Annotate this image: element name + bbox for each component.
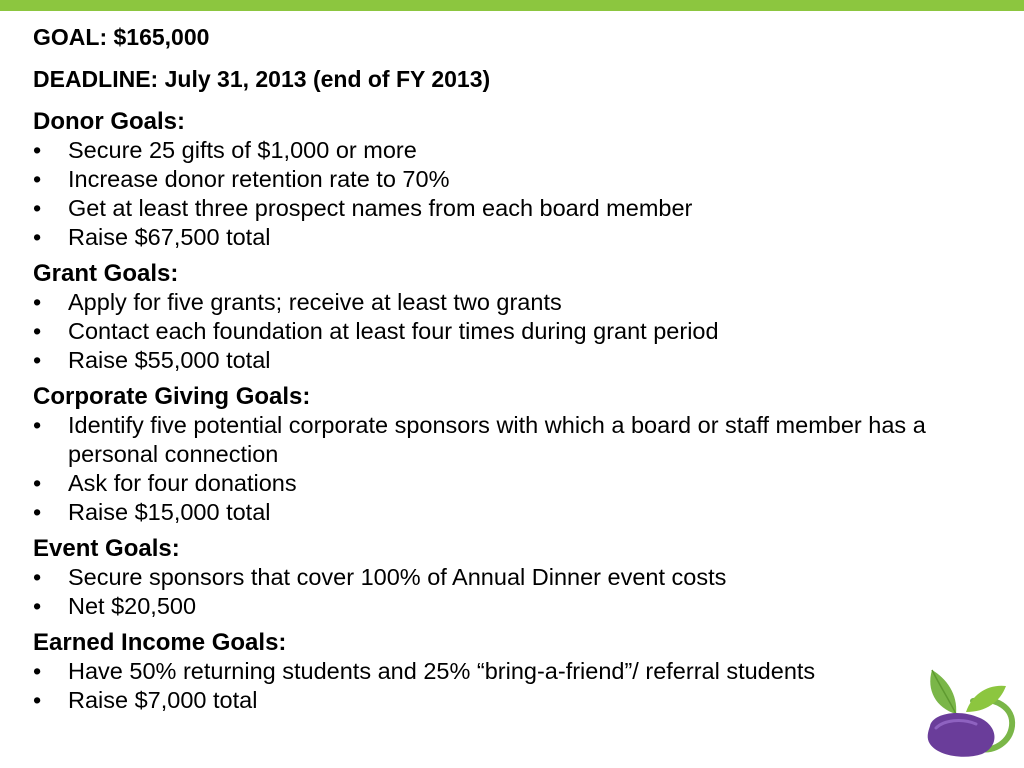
bullet-icon: • xyxy=(33,499,42,525)
list-item-text: Have 50% returning students and 25% “bring-a-friend”/ referral students xyxy=(68,658,816,684)
list-item-text: Net $20,500 xyxy=(68,593,197,619)
bullet-icon: • xyxy=(33,347,42,373)
section-earned-income xyxy=(33,629,1003,715)
slide-content xyxy=(33,22,1003,715)
list-item xyxy=(33,411,1003,469)
bullet-list xyxy=(33,136,1003,252)
list-item xyxy=(33,317,1003,346)
bullet-icon: • xyxy=(33,137,42,163)
list-item xyxy=(33,563,1003,592)
bullet-icon: • xyxy=(33,593,42,619)
bullet-list xyxy=(33,563,1003,621)
list-item xyxy=(33,346,1003,375)
section-event xyxy=(33,535,1003,621)
section-donor xyxy=(33,108,1003,252)
list-item-text: Raise $67,500 total xyxy=(68,224,271,250)
list-item-text: Raise $7,000 total xyxy=(68,687,258,713)
list-item-text: Secure 25 gifts of $1,000 or more xyxy=(68,137,417,163)
sprout-logo-svg xyxy=(918,656,1018,760)
list-item-text: Raise $15,000 total xyxy=(68,499,271,525)
list-item-text: Increase donor retention rate to 70% xyxy=(68,166,450,192)
bullet-list xyxy=(33,288,1003,375)
list-item xyxy=(33,194,1003,223)
bullet-list xyxy=(33,411,1003,527)
bullet-icon: • xyxy=(33,289,42,315)
bullet-icon: • xyxy=(33,412,42,438)
list-item xyxy=(33,592,1003,621)
list-item xyxy=(33,165,1003,194)
bullet-icon: • xyxy=(33,224,42,250)
deadline-heading: DEADLINE: July 31, 2013 (end of FY 2013) xyxy=(33,66,491,92)
list-item xyxy=(33,136,1003,165)
list-item-text: Secure sponsors that cover 100% of Annual Dinner event costs xyxy=(68,564,727,590)
section-corporate-giving xyxy=(33,383,1003,527)
section-title: Grant Goals: xyxy=(33,260,179,287)
list-item xyxy=(33,223,1003,252)
section-grant xyxy=(33,260,1003,375)
goal-heading: GOAL: $165,000 xyxy=(33,24,210,50)
bullet-icon: • xyxy=(33,166,42,192)
list-item-text: Identify five potential corporate sponsors with which a board or staff member has a personal connection xyxy=(68,412,926,467)
list-item xyxy=(33,657,1003,686)
list-item xyxy=(33,288,1003,317)
list-item-text: Contact each foundation at least four times during grant period xyxy=(68,318,719,344)
bullet-list xyxy=(33,657,1003,715)
bullet-icon: • xyxy=(33,564,42,590)
bullet-icon: • xyxy=(33,470,42,496)
section-title: Corporate Giving Goals: xyxy=(33,383,311,410)
bullet-icon: • xyxy=(33,318,42,344)
section-title: Earned Income Goals: xyxy=(33,629,287,656)
list-item-text: Raise $55,000 total xyxy=(68,347,271,373)
section-title: Event Goals: xyxy=(33,535,180,562)
list-item-text: Get at least three prospect names from each board member xyxy=(68,195,693,221)
list-item xyxy=(33,498,1003,527)
top-accent-bar xyxy=(0,0,1024,11)
bullet-icon: • xyxy=(33,195,42,221)
sprout-logo-icon xyxy=(918,656,1018,760)
bullet-icon: • xyxy=(33,687,42,713)
section-title: Donor Goals: xyxy=(33,108,186,135)
list-item-text: Apply for five grants; receive at least two grants xyxy=(68,289,562,315)
list-item xyxy=(33,686,1003,715)
list-item xyxy=(33,469,1003,498)
list-item-text: Ask for four donations xyxy=(68,470,297,496)
bullet-icon: • xyxy=(33,658,42,684)
